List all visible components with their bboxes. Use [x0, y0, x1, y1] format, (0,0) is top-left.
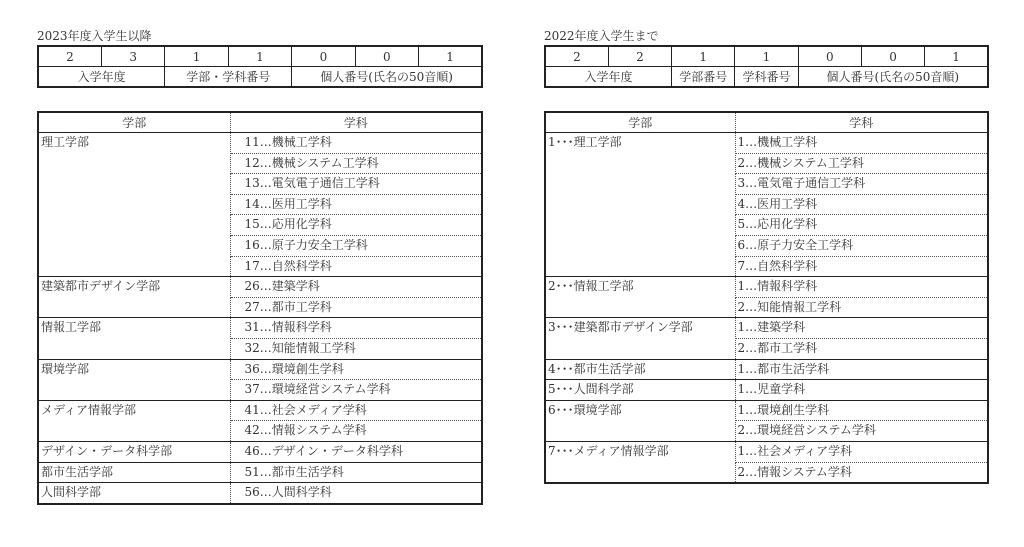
department-cell: 1…機械工学科 [735, 133, 988, 154]
student-id-code-table-2023 [37, 45, 483, 88]
code-labels-row [38, 67, 482, 88]
table-row [38, 277, 482, 298]
header-faculty: 学部 [545, 112, 735, 133]
department-cell: 16…原子力安全工学科 [230, 235, 482, 256]
faculty-cell: 7･･･メディア情報学部 [545, 441, 735, 483]
department-cell: 1…環境創生学科 [735, 400, 988, 421]
code-label-department: 学科番号 [735, 67, 798, 88]
faculty-department-table-2022 [544, 111, 989, 484]
department-cell: 42…情報システム学科 [230, 421, 482, 442]
table-row [38, 441, 482, 462]
code-digits-row [545, 46, 988, 67]
table-row [38, 318, 482, 339]
digit: 3 [101, 46, 164, 67]
faculty-cell: 2･･･情報工学部 [545, 277, 735, 318]
department-cell: 51…都市生活学科 [230, 462, 482, 483]
code-label-faculty: 学部番号 [672, 67, 735, 88]
department-cell: 2…機械システム工学科 [735, 153, 988, 174]
header-department: 学科 [735, 112, 988, 133]
table-row [38, 359, 482, 380]
department-cell: 14…医用工学科 [230, 194, 482, 215]
faculty-cell: 環境学部 [38, 359, 230, 400]
student-id-code-table-2022 [544, 45, 989, 88]
digit: 2 [545, 46, 608, 67]
code-label-faculty-dept: 学部・学科番号 [165, 67, 292, 88]
department-cell: 1…情報科学科 [735, 277, 988, 298]
table-row [545, 380, 988, 401]
faculty-cell: 人間科学部 [38, 483, 230, 504]
header-faculty: 学部 [38, 112, 230, 133]
department-cell: 5…応用化学科 [735, 215, 988, 236]
table-header [545, 112, 988, 133]
department-cell: 41…社会メディア学科 [230, 400, 482, 421]
digit: 0 [355, 46, 418, 67]
digit: 0 [861, 46, 924, 67]
department-cell: 36…環境創生学科 [230, 359, 482, 380]
department-cell: 56…人間科学科 [230, 483, 482, 504]
department-cell: 7…自然科学科 [735, 256, 988, 277]
faculty-cell: 4･･･都市生活学部 [545, 359, 735, 380]
table-row [545, 441, 988, 462]
faculty-cell: デザイン・データ科学部 [38, 441, 230, 462]
table-row [38, 483, 482, 504]
digit: 1 [228, 46, 291, 67]
department-cell: 4…医用工学科 [735, 194, 988, 215]
department-cell: 32…知能情報工学科 [230, 338, 482, 359]
faculty-cell: 建築都市デザイン学部 [38, 277, 230, 318]
caption-2023: 2023年度入学生以降 [37, 29, 152, 43]
faculty-cell: 3･･･建築都市デザイン学部 [545, 318, 735, 359]
faculty-department-table-2023 [37, 111, 483, 505]
department-cell: 2…情報システム学科 [735, 462, 988, 483]
department-cell: 1…都市生活学科 [735, 359, 988, 380]
table-row [545, 318, 988, 339]
faculty-cell: メディア情報学部 [38, 400, 230, 441]
digit: 1 [419, 46, 482, 67]
faculty-cell: 5･･･人間科学部 [545, 380, 735, 401]
department-cell: 37…環境経営システム学科 [230, 380, 482, 401]
department-cell: 26…建築学科 [230, 277, 482, 298]
department-cell: 27…都市工学科 [230, 297, 482, 318]
table-header [38, 112, 482, 133]
department-cell: 2…知能情報工学科 [735, 297, 988, 318]
faculty-cell: 6･･･環境学部 [545, 400, 735, 441]
table-row [38, 400, 482, 421]
table-row [545, 277, 988, 298]
department-cell: 46…デザイン・データ科学科 [230, 441, 482, 462]
digit: 1 [672, 46, 735, 67]
code-labels-row [545, 67, 988, 88]
table-row [545, 359, 988, 380]
table-row [38, 462, 482, 483]
digit: 2 [38, 46, 101, 67]
department-cell: 15…応用化学科 [230, 215, 482, 236]
code-label-year: 入学年度 [545, 67, 672, 88]
faculty-cell: 都市生活学部 [38, 462, 230, 483]
department-cell: 1…児童学科 [735, 380, 988, 401]
digit: 1 [735, 46, 798, 67]
faculty-cell: 1･･･理工学部 [545, 133, 735, 277]
digit: 2 [608, 46, 671, 67]
table-row [545, 133, 988, 154]
department-cell: 12…機械システム工学科 [230, 153, 482, 174]
department-cell: 17…自然科学科 [230, 256, 482, 277]
digit: 0 [292, 46, 355, 67]
table-row [38, 133, 482, 154]
caption-2022: 2022年度入学生まで [544, 29, 659, 43]
digit: 0 [798, 46, 861, 67]
department-cell: 1…社会メディア学科 [735, 441, 988, 462]
code-label-personal: 個人番号(氏名の50音順) [798, 67, 988, 88]
digit: 1 [925, 46, 988, 67]
code-label-personal: 個人番号(氏名の50音順) [292, 67, 482, 88]
table-row [545, 400, 988, 421]
faculty-cell: 情報工学部 [38, 318, 230, 359]
department-cell: 31…情報科学科 [230, 318, 482, 339]
department-cell: 1…建築学科 [735, 318, 988, 339]
department-cell: 13…電気電子通信工学科 [230, 174, 482, 195]
department-cell: 11…機械工学科 [230, 133, 482, 154]
department-cell: 2…都市工学科 [735, 338, 988, 359]
code-label-year: 入学年度 [38, 67, 165, 88]
code-digits-row [38, 46, 482, 67]
department-cell: 6…原子力安全工学科 [735, 235, 988, 256]
department-cell: 2…環境経営システム学科 [735, 421, 988, 442]
department-cell: 3…電気電子通信工学科 [735, 174, 988, 195]
header-department: 学科 [230, 112, 482, 133]
digit: 1 [165, 46, 228, 67]
faculty-cell: 理工学部 [38, 133, 230, 277]
